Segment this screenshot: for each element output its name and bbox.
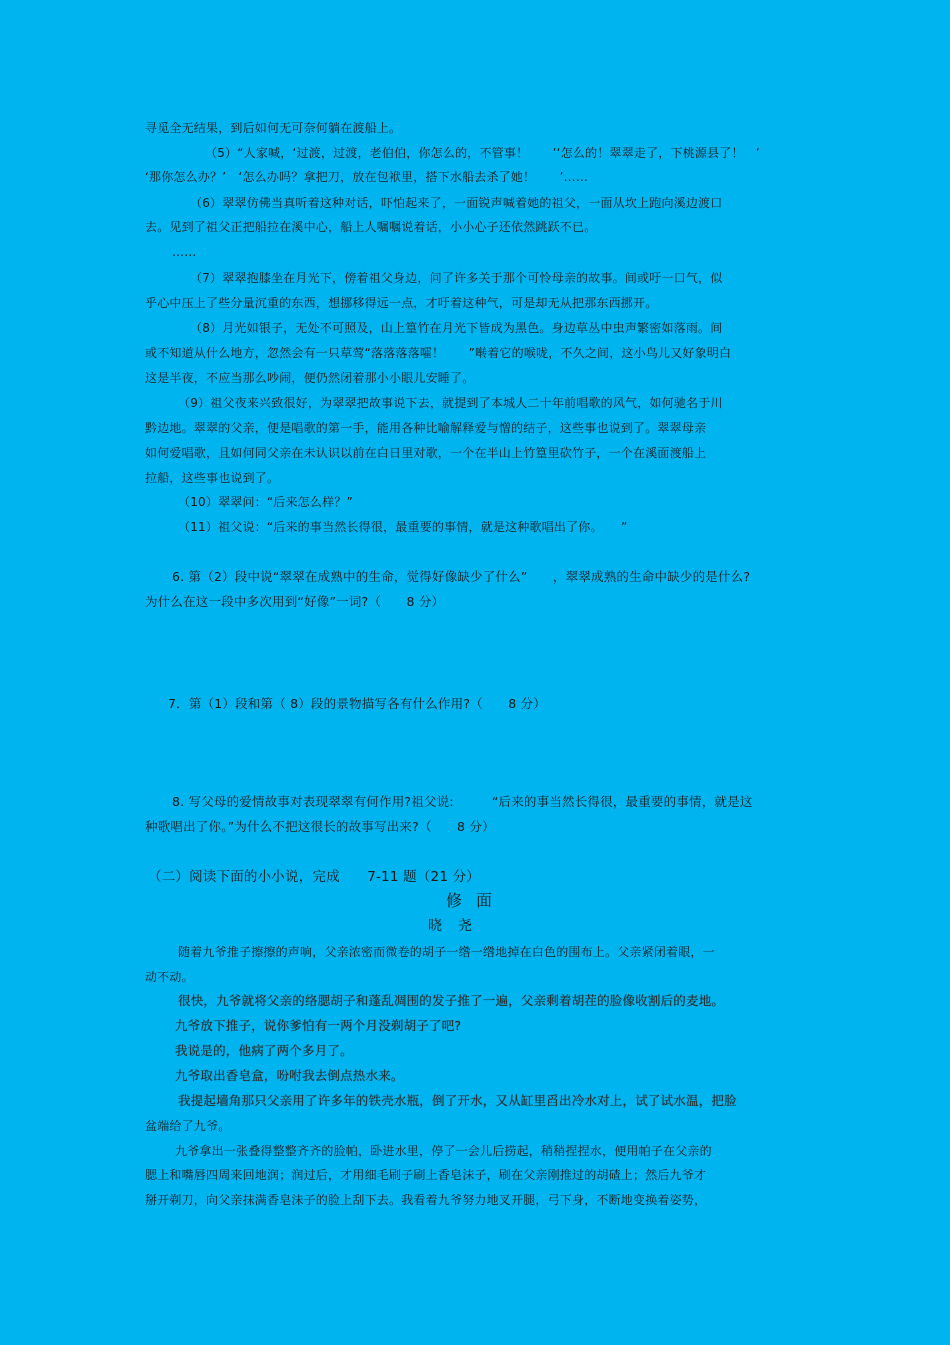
passage1-line: （10）翠翠问：“后来怎么样？” (178, 495, 353, 509)
question-6: 6. 第（2）段中说“翠翠在成熟中的生命，觉得好像缺少了什么” ，翠翠成熟的生命中缺少的是什么? (172, 569, 751, 584)
question-7: 7．第（1）段和第（ 8）段的景物描写各有什么作用?（ 8 分） (168, 696, 546, 711)
question-8-cont: 种歌唱出了你。”为什么不把这很长的故事写出来?（ 8 分） (145, 819, 495, 834)
passage2-line: 九爷放下推子，说你爹怕有一两个月没剃胡子了吧? (175, 1018, 462, 1033)
passage1-line: 乎心中压上了些分量沉重的东西，想挪移得远一点，才吁着这种气，可是却无从把那东西挪开。 (145, 296, 658, 310)
passage2-line: 九爷取出香皂盒，吩咐我去倒点热水来。 (175, 1068, 404, 1083)
passage1-line: （8）月光如银子，无处不可照及，山上篁竹在月光下皆成为黑色。身边草丛中虫声繁密如落雨。间 (190, 321, 723, 335)
passage2-line: 随着九爷推子擦擦的声响，父亲浓密而微卷的胡子一绺一绺地掉在白色的围布上。父亲紧闭着眼，一 (178, 945, 715, 959)
passage1-line: （11）祖父说：“后来的事当然长得很，最重要的事情，就是这种歌唱出了你。 ” (178, 520, 628, 534)
passage1-line: 或不知道从什么地方，忽然会有一只草莺“落落落落嚯！ ”啭着它的喉咙，不久之间，这小鸟儿又好象明白 (145, 346, 732, 360)
passage2-line: 腮上和嘴唇四周来回地润；润过后，才用细毛刷子刷上香皂沫子，刷在父亲刚推过的胡碴上；然后九爷才 (145, 1168, 707, 1182)
passage2-line: 动不动。 (145, 970, 194, 984)
passage1-line: 拉船，这些事也说到了。 (145, 471, 280, 485)
passage1-line: 寻觅全无结果，到后如何无可奈何躺在渡船上。 (145, 121, 402, 135)
passage2-line: 盆端给了九爷。 (145, 1119, 231, 1133)
passage1-line: （7）翠翠抱膝坐在月光下，傍着祖父身边，问了许多关于那个可怜母亲的故事。间或吁一口气，似 (190, 271, 723, 285)
passage1-line: 如何爱唱歌，且如何同父亲在未认识以前在白日里对歌，一个在半山上竹篁里砍竹子，一个在溪面渡船上 (145, 446, 707, 460)
question-8: 8. 写父母的爱情故事对表现翠翠有何作用?祖父说: “后来的事当然长得很，最重要的事情，就是这 (172, 794, 753, 809)
passage2-line: 我提起墙角那只父亲用了许多年的铁壳水瓶，倒了开水，又从缸里舀出冷水对上，试了试水温，把脸 (178, 1093, 737, 1108)
question-6-cont: 为什么在这一段中多次用到“好像”一词?（ 8 分） (145, 594, 445, 609)
passage1-line: （5）“人家喊，‘过渡，过渡，老伯伯，你怎么的，不管事！ ’‘怎么的！翠翠走了，下桃源县了！ ’ (205, 146, 760, 160)
passage1-line: 这是半夜，不应当那么吵闹，便仍然闭着那小小眼儿安睡了。 (145, 371, 475, 385)
passage2-line: 掰开剃刀，向父亲抹满香皂沫子的脸上刮下去。我看着九爷努力地叉开腿，弓下身，不断地变换着姿势， (145, 1193, 707, 1207)
passage2-line: 九爷拿出一张叠得整整齐齐的脸帕，卧进水里，停了一会儿后捞起，稍稍捏捏水，便用帕子在父亲的 (175, 1144, 712, 1158)
story-author: 晓尧 (428, 918, 488, 934)
story-title: 修面 (446, 891, 507, 910)
passage2-line: 很快，九爷就将父亲的络腮胡子和蓬乱凋围的发子推了一遍，父亲剩着胡茬的脸像收割后的麦地。 (178, 993, 725, 1008)
passage1-line: （9）祖父夜来兴致很好，为翠翠把故事说下去，就提到了本城人二十年前唱歌的风气，如何驰名于川 (178, 396, 723, 410)
passage1-line: 黔边地。翠翠的父亲，便是唱歌的第一手，能用各种比喻解释爱与憎的结子，这些事也说到了。翠翠母亲 (145, 421, 707, 435)
passage1-line: （6）翠翠仿佛当真听着这种对话，吓怕起来了，一面锐声喊着她的祖父，一面从坎上跑向溪边渡口 (190, 196, 723, 210)
passage1-line: ‘那你怎么办？’ ‘怎么办吗？拿把刀，放在包袱里，搭下水船去杀了她！ ’…… (145, 170, 589, 184)
passage2-line: 我说是的，他病了两个多月了。 (175, 1043, 353, 1058)
section-heading: （二）阅读下面的小小说，完成 7-11 题（21 分） (148, 869, 480, 885)
passage1-ellipsis: …… (172, 245, 197, 259)
passage1-line: 去。见到了祖父正把船拉在溪中心，船上人嘱嘱说着话，小小心子还依然跳跃不已。 (145, 220, 597, 234)
